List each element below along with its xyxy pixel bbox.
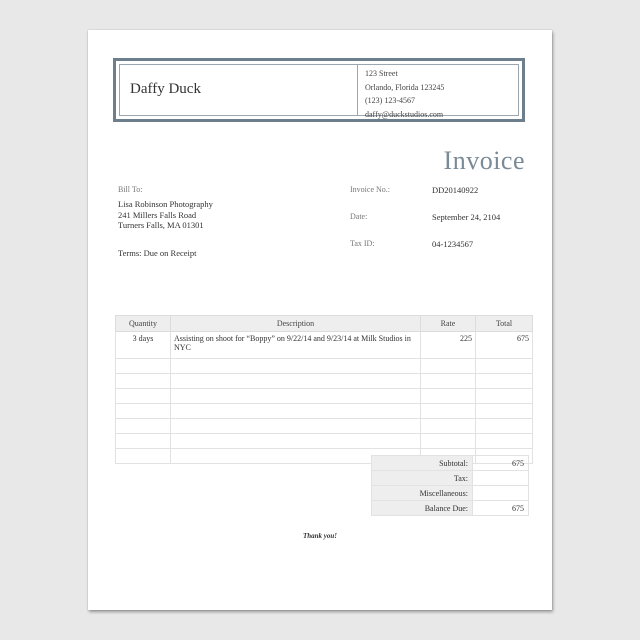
header-description: Description bbox=[171, 316, 421, 332]
misc-value bbox=[473, 486, 529, 501]
table-row-empty bbox=[116, 374, 533, 389]
misc-label: Miscellaneous: bbox=[372, 486, 473, 501]
balance-row bbox=[372, 501, 529, 516]
totals-table bbox=[371, 455, 529, 516]
company-name: Daffy Duck bbox=[130, 81, 201, 97]
line-items-table bbox=[115, 315, 533, 464]
subtotal-value: 675 bbox=[473, 456, 529, 471]
bill-to-label: Bill To: bbox=[118, 185, 143, 194]
header-rate: Rate bbox=[421, 316, 476, 332]
row-rate: 225 bbox=[421, 332, 476, 359]
row-description: Assisting on shoot for “Boppy” on 9/22/14 and 9/23/14 at Milk Studios in NYC bbox=[171, 332, 421, 359]
invoice-number-value: DD20140922 bbox=[432, 185, 479, 195]
tax-id-label: Tax ID: bbox=[350, 239, 375, 248]
invoice-number-label: Invoice No.: bbox=[350, 185, 390, 194]
tax-label: Tax: bbox=[372, 471, 473, 486]
letterhead bbox=[113, 58, 525, 122]
letterhead-divider bbox=[357, 65, 358, 115]
thank-you-note: Thank you! bbox=[302, 532, 338, 540]
header-quantity: Quantity bbox=[116, 316, 171, 332]
table-row-empty bbox=[116, 359, 533, 374]
invoice-page bbox=[88, 30, 552, 610]
tax-value bbox=[473, 471, 529, 486]
table-row-empty bbox=[116, 434, 533, 449]
table-row-empty bbox=[116, 389, 533, 404]
address-email: daffy@duckstudios.com bbox=[365, 109, 444, 119]
header-total: Total bbox=[476, 316, 533, 332]
bill-to-city: Turners Falls, MA 01301 bbox=[118, 220, 204, 230]
subtotal-row bbox=[372, 456, 529, 471]
tax-row bbox=[372, 471, 529, 486]
address-city: Orlando, Florida 123245 bbox=[365, 82, 445, 92]
table-row bbox=[116, 332, 533, 359]
table-header-row bbox=[116, 316, 533, 332]
bill-to-address bbox=[118, 199, 213, 231]
bill-to-street: 241 Millers Falls Road bbox=[118, 209, 197, 220]
date-label: Date: bbox=[350, 212, 368, 221]
subtotal-label: Subtotal: bbox=[372, 456, 473, 471]
invoice-title: Invoice bbox=[443, 146, 525, 175]
address-phone: (123) 123-4567 bbox=[365, 96, 415, 105]
table-row-empty bbox=[116, 404, 533, 419]
address-street: 123 Street bbox=[365, 69, 398, 78]
balance-label: Balance Due: bbox=[372, 501, 473, 516]
letterhead-inner bbox=[119, 64, 519, 119]
misc-row bbox=[372, 486, 529, 501]
payment-terms: Terms: Due on Receipt bbox=[118, 248, 197, 258]
company-address bbox=[365, 67, 444, 121]
row-quantity: 3 days bbox=[116, 332, 171, 359]
balance-value: 675 bbox=[473, 501, 529, 516]
row-total: 675 bbox=[476, 332, 533, 359]
date-value: September 24, 2104 bbox=[432, 212, 501, 222]
table-row-empty bbox=[116, 419, 533, 434]
tax-id-value: 04-1234567 bbox=[432, 239, 474, 249]
bill-to-name: Lisa Robinson Photography bbox=[118, 199, 213, 209]
